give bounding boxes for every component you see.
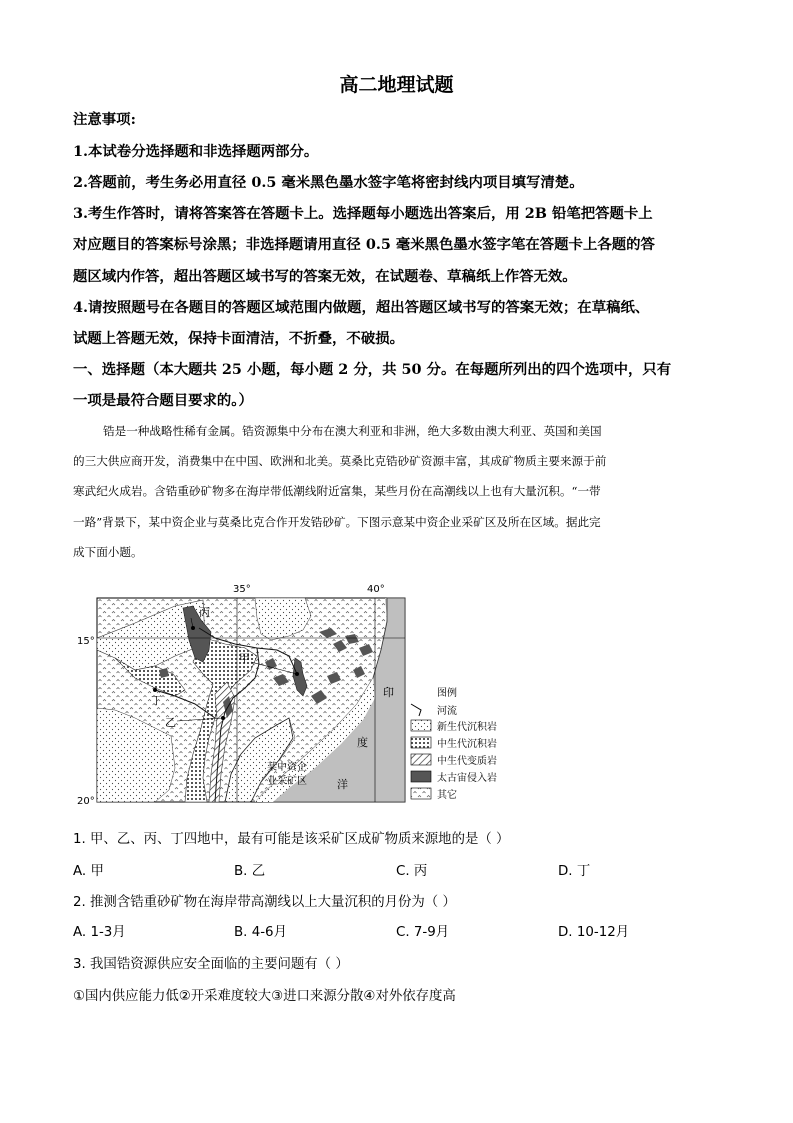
legend-item: 中生代沉积岩	[437, 739, 497, 750]
river-icon	[411, 704, 421, 716]
passage-line: 寒武纪火成岩。含锆重砂矿物多在海岸带低潮线附近富集，某些月份在高潮线以上也有大量沉积。“一带	[73, 484, 601, 498]
legend-item: 太古宙侵入岩	[437, 773, 497, 784]
question-stem: 2. 推测含锆重砂矿物在海岸带高潮线以上大量沉积的月份为（ ）	[73, 895, 456, 910]
notice-line: 2.答题前，考生务必用直径 0.5 毫米黑色墨水签字笔将密封线内项目填写清楚。	[73, 174, 584, 191]
place-label-bing: 丙	[199, 606, 210, 619]
lat-label: 20°	[77, 796, 95, 807]
region-map	[75, 578, 515, 810]
question-statements: ①国内供应能力低②开采难度较大③进口来源分散④对外依存度高	[73, 989, 456, 1004]
question-option: D. 丁	[558, 864, 591, 879]
question-option: A. 1-3月	[73, 925, 126, 940]
legend-item: 河流	[437, 706, 457, 717]
notice-line: 对应题目的答案标号涂黑；非选择题请用直径 0.5 毫米黑色墨水签字笔在答题卡上各题的答	[73, 236, 655, 253]
ocean-label: 洋	[337, 778, 348, 791]
question-stem: 1. 甲、乙、丙、丁四地中，最有可能是该采矿区成矿物质来源地的是（ ）	[73, 832, 510, 847]
question-option: B. 乙	[234, 864, 266, 879]
question-option: D. 10-12月	[558, 925, 630, 940]
notice-heading: 注意事项:	[73, 111, 136, 128]
legend-item: 其它	[437, 790, 457, 801]
passage-line: 锆是一种战略性稀有金属。锆资源集中分布在澳大利亚和非洲，绝大多数由澳大利亚、英国和美国	[103, 424, 602, 438]
mining-area-label: 业采矿区	[267, 776, 307, 787]
question-option: C. 丙	[396, 864, 428, 879]
lat-label: 15°	[77, 636, 95, 647]
lon-label: 35°	[233, 584, 251, 595]
notice-line: 试题上答题无效，保持卡面清洁，不折叠，不破损。	[73, 330, 404, 347]
notice-line: 题区域内作答，超出答题区域书写的答案无效，在试题卷、草稿纸上作答无效。	[73, 268, 577, 285]
section-heading: 一项是最符合题目要求的。）	[73, 392, 253, 409]
question-option: A. 甲	[73, 864, 104, 879]
passage-line: 一路”背景下，某中资企业与莫桑比克合作开发锆砂矿。下图示意某中资企业采矿区及所在区域。据此完	[73, 515, 601, 529]
legend-title: 图例	[437, 688, 457, 699]
lon-label: 40°	[367, 584, 385, 595]
ocean-label: 印	[383, 686, 394, 699]
legend-swatch	[411, 737, 431, 748]
place-label-yi: 乙	[165, 716, 176, 729]
legend-swatch	[411, 788, 431, 799]
place-label-jia: 甲	[239, 652, 250, 665]
legend-item: 新生代沉积岩	[437, 722, 497, 733]
question-stem: 3. 我国锆资源供应安全面临的主要问题有（ ）	[73, 957, 349, 972]
place-label-ding: 丁	[151, 694, 162, 707]
mining-area-label: 某中资企	[267, 762, 307, 773]
passage-line: 的三大供应商开发，消费集中在中国、欧洲和北美。莫桑比克锆砂矿资源丰富，其成矿物质主要来源于前	[73, 454, 607, 468]
legend-swatch	[411, 720, 431, 731]
question-option: C. 7-9月	[396, 925, 450, 940]
legend-swatch	[411, 771, 431, 782]
ocean-label: 度	[357, 736, 368, 749]
page-title: 高二地理试题	[339, 74, 454, 96]
question-option: B. 4-6月	[234, 925, 287, 940]
map-legend	[411, 686, 497, 801]
legend-item: 中生代变质岩	[437, 756, 497, 767]
legend-swatch	[411, 754, 431, 765]
notice-line: 4.请按照题号在各题目的答题区域范围内做题，超出答题区域书写的答案无效；在草稿纸、	[73, 299, 650, 316]
passage-line: 成下面小题。	[73, 545, 143, 559]
notice-line: 1.本试卷分选择题和非选择题两部分。	[73, 143, 319, 160]
section-heading: 一、选择题（本大题共 25 小题，每小题 2 分，共 50 分。在每题所列出的四个选项中，只有	[73, 361, 672, 378]
notice-line: 3.考生作答时，请将答案答在答题卡上。选择题每小题选出答案后，用 2B 铅笔把答题卡上	[73, 205, 653, 222]
